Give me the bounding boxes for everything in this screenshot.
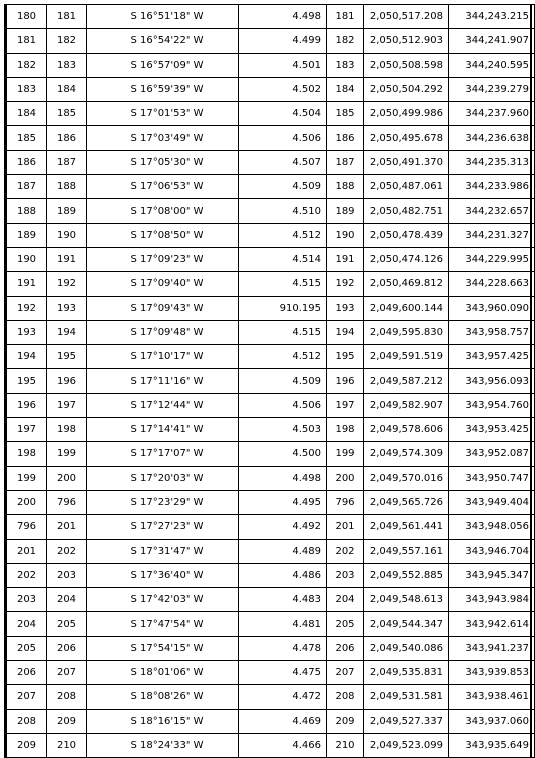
table-row (7, 345, 535, 369)
table-row (7, 175, 535, 199)
bearing-cell: S 16°59'39" W (87, 77, 239, 101)
easting-cell: 343,953.425 (449, 418, 535, 442)
bearing-cell: S 17°36'40" W (87, 563, 239, 587)
table-row (7, 77, 535, 101)
point-cell: 203 (327, 563, 364, 587)
easting-cell: 343,948.056 (449, 515, 535, 539)
station-to-cell: 209 (47, 709, 87, 733)
station-from-cell: 196 (7, 393, 47, 417)
bearing-cell: S 17°08'50" W (87, 223, 239, 247)
survey-table-sheet (4, 4, 532, 758)
table-row (7, 126, 535, 150)
northing-cell: 2,049,523.099 (364, 733, 449, 757)
table-row (7, 29, 535, 53)
bearing-cell: S 17°42'03" W (87, 588, 239, 612)
distance-cell: 4.509 (239, 369, 327, 393)
bearing-cell: S 17°54'15" W (87, 636, 239, 660)
station-from-cell: 189 (7, 223, 47, 247)
bearing-cell: S 17°47'54" W (87, 612, 239, 636)
station-from-cell: 197 (7, 418, 47, 442)
bearing-cell: S 18°24'33" W (87, 733, 239, 757)
table-row (7, 150, 535, 174)
point-cell: 188 (327, 175, 364, 199)
easting-cell: 343,958.757 (449, 320, 535, 344)
station-from-cell: 203 (7, 588, 47, 612)
table-row (7, 199, 535, 223)
table-row (7, 442, 535, 466)
point-cell: 190 (327, 223, 364, 247)
bearing-cell: S 17°01'53" W (87, 102, 239, 126)
table-row (7, 272, 535, 296)
point-cell: 183 (327, 53, 364, 77)
easting-cell: 343,937.060 (449, 709, 535, 733)
northing-cell: 2,049,582.907 (364, 393, 449, 417)
northing-cell: 2,049,527.337 (364, 709, 449, 733)
northing-cell: 2,050,508.598 (364, 53, 449, 77)
point-cell: 184 (327, 77, 364, 101)
northing-cell: 2,049,548.613 (364, 588, 449, 612)
distance-cell: 4.498 (239, 5, 327, 29)
station-to-cell: 182 (47, 29, 87, 53)
station-to-cell: 206 (47, 636, 87, 660)
distance-cell: 4.510 (239, 199, 327, 223)
easting-cell: 344,241.907 (449, 29, 535, 53)
distance-cell: 4.483 (239, 588, 327, 612)
northing-cell: 2,050,499.986 (364, 102, 449, 126)
point-cell: 195 (327, 345, 364, 369)
easting-cell: 343,943.984 (449, 588, 535, 612)
bearing-cell: S 17°03'49" W (87, 126, 239, 150)
table-row (7, 661, 535, 685)
table-row (7, 247, 535, 271)
bearing-cell: S 17°17'07" W (87, 442, 239, 466)
easting-cell: 344,243.215 (449, 5, 535, 29)
northing-cell: 2,049,570.016 (364, 466, 449, 490)
distance-cell: 4.466 (239, 733, 327, 757)
station-to-cell: 183 (47, 53, 87, 77)
bearing-cell: S 16°54'22" W (87, 29, 239, 53)
northing-cell: 2,049,565.726 (364, 490, 449, 514)
easting-cell: 343,956.093 (449, 369, 535, 393)
station-to-cell: 190 (47, 223, 87, 247)
easting-cell: 343,946.704 (449, 539, 535, 563)
northing-cell: 2,049,600.144 (364, 296, 449, 320)
station-from-cell: 208 (7, 709, 47, 733)
northing-cell: 2,050,474.126 (364, 247, 449, 271)
table-row (7, 296, 535, 320)
northing-cell: 2,050,495.678 (364, 126, 449, 150)
station-to-cell: 201 (47, 515, 87, 539)
distance-cell: 4.515 (239, 320, 327, 344)
station-from-cell: 193 (7, 320, 47, 344)
distance-cell: 910.195 (239, 296, 327, 320)
station-from-cell: 190 (7, 247, 47, 271)
station-from-cell: 195 (7, 369, 47, 393)
distance-cell: 4.472 (239, 685, 327, 709)
station-to-cell: 200 (47, 466, 87, 490)
bearing-cell: S 17°12'44" W (87, 393, 239, 417)
station-to-cell: 197 (47, 393, 87, 417)
station-from-cell: 204 (7, 612, 47, 636)
northing-cell: 2,049,535.831 (364, 661, 449, 685)
point-cell: 187 (327, 150, 364, 174)
point-cell: 209 (327, 709, 364, 733)
station-to-cell: 195 (47, 345, 87, 369)
station-to-cell: 199 (47, 442, 87, 466)
point-cell: 198 (327, 418, 364, 442)
bearing-cell: S 17°09'23" W (87, 247, 239, 271)
station-from-cell: 192 (7, 296, 47, 320)
northing-cell: 2,049,552.885 (364, 563, 449, 587)
northing-cell: 2,049,574.309 (364, 442, 449, 466)
northing-cell: 2,049,561.441 (364, 515, 449, 539)
station-to-cell: 207 (47, 661, 87, 685)
easting-cell: 344,231.327 (449, 223, 535, 247)
station-from-cell: 182 (7, 53, 47, 77)
northing-cell: 2,050,482.751 (364, 199, 449, 223)
point-cell: 207 (327, 661, 364, 685)
distance-cell: 4.515 (239, 272, 327, 296)
northing-cell: 2,050,517.208 (364, 5, 449, 29)
table-row (7, 418, 535, 442)
point-cell: 204 (327, 588, 364, 612)
station-from-cell: 186 (7, 150, 47, 174)
easting-cell: 344,232.657 (449, 199, 535, 223)
point-cell: 193 (327, 296, 364, 320)
table-row (7, 733, 535, 757)
distance-cell: 4.512 (239, 223, 327, 247)
easting-cell: 343,939.853 (449, 661, 535, 685)
northing-cell: 2,049,587.212 (364, 369, 449, 393)
point-cell: 796 (327, 490, 364, 514)
station-from-cell: 185 (7, 126, 47, 150)
bearing-cell: S 17°23'29" W (87, 490, 239, 514)
station-from-cell: 181 (7, 29, 47, 53)
station-from-cell: 198 (7, 442, 47, 466)
table-row (7, 612, 535, 636)
station-from-cell: 202 (7, 563, 47, 587)
point-cell: 208 (327, 685, 364, 709)
bearing-cell: S 17°09'48" W (87, 320, 239, 344)
distance-cell: 4.492 (239, 515, 327, 539)
distance-cell: 4.507 (239, 150, 327, 174)
station-from-cell: 187 (7, 175, 47, 199)
distance-cell: 4.503 (239, 418, 327, 442)
bearing-cell: S 17°05'30" W (87, 150, 239, 174)
station-from-cell: 207 (7, 685, 47, 709)
station-to-cell: 198 (47, 418, 87, 442)
table-row (7, 490, 535, 514)
easting-cell: 344,235.313 (449, 150, 535, 174)
station-to-cell: 194 (47, 320, 87, 344)
station-to-cell: 191 (47, 247, 87, 271)
survey-table (6, 4, 535, 758)
distance-cell: 4.506 (239, 126, 327, 150)
easting-cell: 344,237.960 (449, 102, 535, 126)
easting-cell: 343,935.649 (449, 733, 535, 757)
station-to-cell: 210 (47, 733, 87, 757)
point-cell: 201 (327, 515, 364, 539)
table-row (7, 539, 535, 563)
distance-cell: 4.509 (239, 175, 327, 199)
point-cell: 182 (327, 29, 364, 53)
station-to-cell: 186 (47, 126, 87, 150)
point-cell: 186 (327, 126, 364, 150)
station-from-cell: 796 (7, 515, 47, 539)
station-to-cell: 196 (47, 369, 87, 393)
easting-cell: 343,960.090 (449, 296, 535, 320)
bearing-cell: S 17°20'03" W (87, 466, 239, 490)
distance-cell: 4.504 (239, 102, 327, 126)
distance-cell: 4.498 (239, 466, 327, 490)
point-cell: 206 (327, 636, 364, 660)
survey-table-body (7, 5, 535, 758)
easting-cell: 343,941.237 (449, 636, 535, 660)
northing-cell: 2,050,469.812 (364, 272, 449, 296)
distance-cell: 4.495 (239, 490, 327, 514)
bearing-cell: S 18°16'15" W (87, 709, 239, 733)
station-to-cell: 185 (47, 102, 87, 126)
station-to-cell: 208 (47, 685, 87, 709)
easting-cell: 343,950.747 (449, 466, 535, 490)
easting-cell: 343,942.614 (449, 612, 535, 636)
station-to-cell: 796 (47, 490, 87, 514)
table-row (7, 685, 535, 709)
table-row (7, 636, 535, 660)
table-row (7, 393, 535, 417)
table-row (7, 223, 535, 247)
station-from-cell: 200 (7, 490, 47, 514)
station-to-cell: 205 (47, 612, 87, 636)
station-to-cell: 202 (47, 539, 87, 563)
northing-cell: 2,049,578.606 (364, 418, 449, 442)
northing-cell: 2,050,491.370 (364, 150, 449, 174)
point-cell: 181 (327, 5, 364, 29)
bearing-cell: S 17°10'17" W (87, 345, 239, 369)
easting-cell: 344,229.995 (449, 247, 535, 271)
distance-cell: 4.499 (239, 29, 327, 53)
station-from-cell: 199 (7, 466, 47, 490)
easting-cell: 343,938.461 (449, 685, 535, 709)
easting-cell: 344,240.595 (449, 53, 535, 77)
easting-cell: 344,228.663 (449, 272, 535, 296)
northing-cell: 2,050,478.439 (364, 223, 449, 247)
distance-cell: 4.500 (239, 442, 327, 466)
northing-cell: 2,049,591.519 (364, 345, 449, 369)
northing-cell: 2,049,557.161 (364, 539, 449, 563)
northing-cell: 2,049,540.086 (364, 636, 449, 660)
station-to-cell: 193 (47, 296, 87, 320)
easting-cell: 344,233.986 (449, 175, 535, 199)
table-row (7, 588, 535, 612)
station-from-cell: 209 (7, 733, 47, 757)
distance-cell: 4.512 (239, 345, 327, 369)
point-cell: 194 (327, 320, 364, 344)
table-row (7, 102, 535, 126)
table-row (7, 515, 535, 539)
northing-cell: 2,050,504.292 (364, 77, 449, 101)
station-to-cell: 189 (47, 199, 87, 223)
station-to-cell: 184 (47, 77, 87, 101)
northing-cell: 2,050,487.061 (364, 175, 449, 199)
easting-cell: 344,239.279 (449, 77, 535, 101)
distance-cell: 4.475 (239, 661, 327, 685)
point-cell: 210 (327, 733, 364, 757)
easting-cell: 343,945.347 (449, 563, 535, 587)
bearing-cell: S 17°08'00" W (87, 199, 239, 223)
bearing-cell: S 17°09'40" W (87, 272, 239, 296)
bearing-cell: S 16°57'09" W (87, 53, 239, 77)
station-from-cell: 194 (7, 345, 47, 369)
easting-cell: 343,949.404 (449, 490, 535, 514)
bearing-cell: S 17°11'16" W (87, 369, 239, 393)
station-to-cell: 204 (47, 588, 87, 612)
station-to-cell: 192 (47, 272, 87, 296)
point-cell: 185 (327, 102, 364, 126)
point-cell: 191 (327, 247, 364, 271)
bearing-cell: S 17°31'47" W (87, 539, 239, 563)
point-cell: 200 (327, 466, 364, 490)
station-from-cell: 205 (7, 636, 47, 660)
bearing-cell: S 17°27'23" W (87, 515, 239, 539)
station-from-cell: 201 (7, 539, 47, 563)
station-to-cell: 187 (47, 150, 87, 174)
distance-cell: 4.489 (239, 539, 327, 563)
easting-cell: 343,957.425 (449, 345, 535, 369)
table-row (7, 466, 535, 490)
station-from-cell: 206 (7, 661, 47, 685)
easting-cell: 343,952.087 (449, 442, 535, 466)
bearing-cell: S 16°51'18" W (87, 5, 239, 29)
bearing-cell: S 17°09'43" W (87, 296, 239, 320)
northing-cell: 2,049,544.347 (364, 612, 449, 636)
point-cell: 196 (327, 369, 364, 393)
table-row (7, 709, 535, 733)
station-from-cell: 191 (7, 272, 47, 296)
bearing-cell: S 18°01'06" W (87, 661, 239, 685)
distance-cell: 4.501 (239, 53, 327, 77)
station-from-cell: 188 (7, 199, 47, 223)
distance-cell: 4.486 (239, 563, 327, 587)
distance-cell: 4.478 (239, 636, 327, 660)
point-cell: 202 (327, 539, 364, 563)
station-to-cell: 203 (47, 563, 87, 587)
point-cell: 192 (327, 272, 364, 296)
bearing-cell: S 17°06'53" W (87, 175, 239, 199)
point-cell: 205 (327, 612, 364, 636)
table-row (7, 53, 535, 77)
point-cell: 199 (327, 442, 364, 466)
distance-cell: 4.481 (239, 612, 327, 636)
distance-cell: 4.514 (239, 247, 327, 271)
northing-cell: 2,050,512.903 (364, 29, 449, 53)
table-row (7, 5, 535, 29)
station-to-cell: 181 (47, 5, 87, 29)
station-from-cell: 183 (7, 77, 47, 101)
table-row (7, 563, 535, 587)
station-to-cell: 188 (47, 175, 87, 199)
station-from-cell: 184 (7, 102, 47, 126)
bearing-cell: S 17°14'41" W (87, 418, 239, 442)
table-row (7, 369, 535, 393)
point-cell: 197 (327, 393, 364, 417)
easting-cell: 343,954.760 (449, 393, 535, 417)
northing-cell: 2,049,595.830 (364, 320, 449, 344)
bearing-cell: S 18°08'26" W (87, 685, 239, 709)
table-row (7, 320, 535, 344)
northing-cell: 2,049,531.581 (364, 685, 449, 709)
distance-cell: 4.506 (239, 393, 327, 417)
station-from-cell: 180 (7, 5, 47, 29)
distance-cell: 4.469 (239, 709, 327, 733)
easting-cell: 344,236.638 (449, 126, 535, 150)
point-cell: 189 (327, 199, 364, 223)
distance-cell: 4.502 (239, 77, 327, 101)
